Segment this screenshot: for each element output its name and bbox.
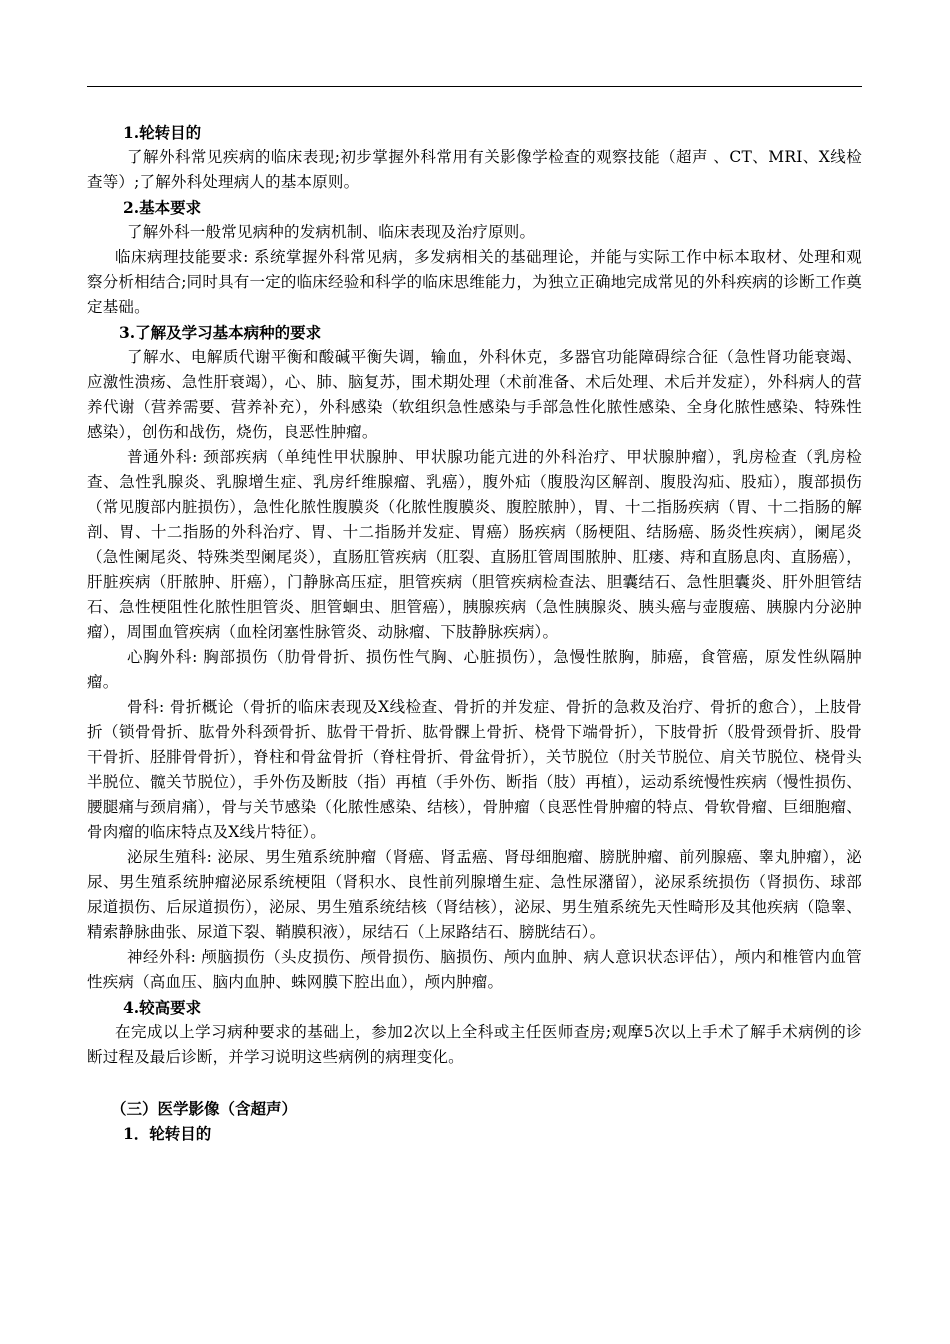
section-heading-disease-types: 3.了解及学习基本病种的要求 — [119, 323, 322, 342]
header-rule — [87, 86, 862, 87]
paragraph-basic-requirements: 了解外科一般常见病种的发病机制、临床表现及治疗原则。 — [127, 223, 536, 241]
paragraph-urology: 泌尿生殖科: 泌尿、男生殖系统肿瘤（肾癌、肾盂癌、肾母细胞瘤、膀胱肿瘤、前列腺癌、睾丸肿瘤），泌尿、男生殖系统肿瘤泌尿系统梗阻（肾积水、良性前列腺增生症、急性尿潴留），泌尿系统损伤（肾损伤、球部尿道损伤、后尿道损伤），泌尿、男生殖系统结核（肾结核），泌尿、男生殖系统先天性畸形及其他疾病（隐睾、精索静脉曲张、尿道下裂、鞘膜积液），尿结石（上尿路结石、膀胱结石）。 — [87, 848, 862, 941]
section-heading-higher-requirements: 4.较高要求 — [123, 998, 202, 1017]
paragraph-general-surgery: 普通外科: 颈部疾病（单纯性甲状腺肿、甲状腺功能亢进的外科治疗、甲状腺肿瘤），乳房检查（乳房检查、急性乳腺炎、乳腺增生症、乳房纤维腺瘤、乳癌），腹外疝（腹股沟区解剖、腹股沟疝、股疝），腹部损伤（常见腹部内脏损伤），急性化脓性腹膜炎（化脓性腹膜炎、腹腔脓肿），胃、十二指肠疾病（胃、十二指肠的解剖、胃、十二指肠的外科治疗、胃、十二指肠并发症、胃癌）肠疾病（肠梗阻、结肠癌、肠炎性疾病），阑尾炎（急性阑尾炎、特殊类型阑尾炎），直肠肛管疾病（肛裂、直肠肛管周围脓肿、肛瘘、痔和直肠息肉、直肠癌），肝脏疾病（肝脓肿、肝癌），门静脉高压症，胆管疾病（胆管疾病检查法、胆囊结石、急性胆囊炎、肝外胆管结石、急性梗阻性化脓性胆管炎、胆管蛔虫、胆管癌），胰腺疾病（急性胰腺炎、胰头癌与壶腹癌、胰腺内分泌肿瘤），周围血管疾病（血栓闭塞性脉管炎、动脉瘤、下肢静脉疾病）。 — [87, 448, 862, 641]
section-heading-basic-requirements: 2.基本要求 — [123, 198, 202, 217]
section-heading-medical-imaging: （三）医学影像（含超声） — [111, 1099, 298, 1118]
paragraph-thoracic-surgery: 心胸外科: 胸部损伤（肋骨骨折、损伤性气胸、心脏损伤），急慢性脓胸，肺癌，食管癌，原发性纵隔肿瘤。 — [87, 648, 862, 691]
paragraph-general-knowledge: 了解水、电解质代谢平衡和酸碱平衡失调，输血，外科休克，多器官功能障碍综合征（急性肾功能衰竭、应激性溃疡、急性肝衰竭），心、肺、脑复苏，围术期处理（术前准备、术后处理、术后并发症），外科病人的营养代谢（营养需要、营养补充），外科感染（软组织急性感染与手部急性化脓性感染、全身化脓性感染、特殊性感染），创伤和战伤，烧伤，良恶性肿瘤。 — [87, 348, 862, 441]
paragraph-neurosurgery: 神经外科: 颅脑损伤（头皮损伤、颅骨损伤、脑损伤、颅内血肿、病人意识状态评估），颅内和椎管内血管性疾病（高血压、脑内血肿、蛛网膜下腔出血），颅内肿瘤。 — [87, 948, 862, 991]
document-body — [87, 120, 862, 1146]
paragraph-pathology-skills: 临床病理技能要求: 系统掌握外科常见病，多发病相关的基础理论，并能与实际工作中标本取材、处理和观察分析相结合;同时具有一定的临床经验和科学的临床思维能力，为独立正确地完成常见的外科疾病的诊断工作奠定基础。 — [87, 248, 862, 316]
paragraph-rotation-purpose: 了解外科常见疾病的临床表现;初步掌握外科常用有关影像学检查的观察技能（超声 、CT、MRI、X线检查等）;了解外科处理病人的基本原则。 — [87, 148, 862, 191]
subheading-rotation-purpose: 1．轮转目的 — [123, 1124, 212, 1143]
section-heading-rotation-purpose: 1.轮转目的 — [123, 123, 202, 142]
paragraph-higher-requirements: 在完成以上学习病种要求的基础上，参加2次以上全科或主任医师查房;观摩5次以上手术了解手术病例的诊断过程及最后诊断，并学习说明这些病例的病理变化。 — [87, 1023, 862, 1066]
paragraph-orthopedics: 骨科: 骨折概论（骨折的临床表现及X线检查、骨折的并发症、骨折的急救及治疗、骨折的愈合），上肢骨折（锁骨骨折、肱骨外科颈骨折、肱骨干骨折、肱骨髁上骨折、桡骨下端骨折），下肢骨折（股骨颈骨折、股骨干骨折、胫腓骨骨折），脊柱和骨盆骨折（脊柱骨折、骨盆骨折），关节脱位（肘关节脱位、肩关节脱位、桡骨头半脱位、髋关节脱位），手外伤及断肢（指）再植（手外伤、断指（肢）再植），运动系统慢性疾病（慢性损伤、腰腿痛与颈肩痛），骨与关节感染（化脓性感染、结核），骨肿瘤（良恶性骨肿瘤的特点、骨软骨瘤、巨细胞瘤、骨肉瘤的临床特点及X线片特征）。 — [87, 698, 862, 841]
